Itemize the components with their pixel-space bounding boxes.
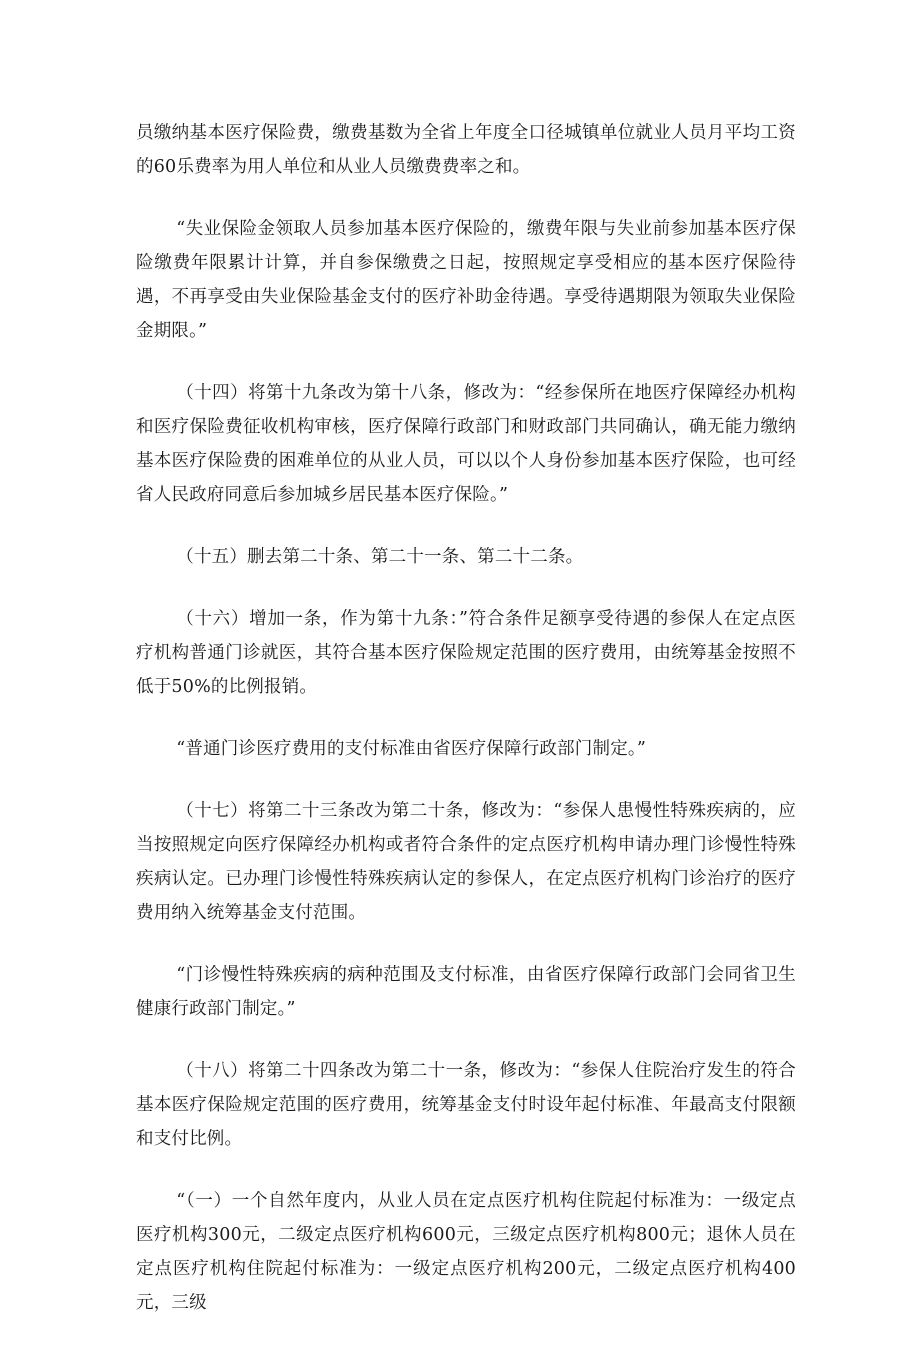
paragraph-item-14: （十四）将第十九条改为第十八条，修改为：“经参保所在地医疗保障经办机构和医疗保险费征收机构审核，医疗保障行政部门和财政部门共同确认，确无能力缴纳基本医疗保险费的困难单位的从业人员，可以以个人身份参加基本医疗保险，也可经省人民政府同意后参加城乡居民基本医疗保险。” [136,383,796,505]
paragraph-item-15: （十五）删去第二十条、第二十一条、第二十二条。 [176,547,584,567]
paragraph-item-16: （十六）增加一条，作为第十九条：”符合条件足额享受待遇的参保人在定点医疗机构普通门诊就医，其符合基本医疗保险规定范围的医疗费用，由统筹基金按照不低于50%的比例报销。 [136,609,796,697]
paragraph-item-17: （十七）将第二十三条改为第二十条，修改为：“参保人患慢性特殊疾病的，应当按照规定向医疗保障经办机构或者符合条件的定点医疗机构申请办理门诊慢性特殊疾病认定。已办理门诊慢性特殊疾病认定的参保人，在定点医疗机构门诊治疗的医疗费用纳入统筹基金支付范围。 [136,801,796,923]
document-body [136,116,796,1348]
paragraph-hospitalization-threshold: “（一）一个自然年度内，从业人员在定点医疗机构住院起付标准为：一级定点医疗机构300元，二级定点医疗机构600元，三级定点医疗机构800元；退休人员在定点医疗机构住院起付标准为：一级定点医疗机构200元，二级定点医疗机构400元，三级 [136,1191,796,1313]
paragraph-chronic-disease-standard: “门诊慢性特殊疾病的病种范围及支付标准，由省医疗保障行政部门会同省卫生健康行政部门制定。” [136,965,796,1019]
paragraph-unemployment-insurance: “失业保险金领取人员参加基本医疗保险的，缴费年限与失业前参加基本医疗保险缴费年限累计计算，并自参保缴费之日起，按照规定享受相应的基本医疗保险待遇，不再享受由失业保险基金支付的医疗补助金待遇。享受待遇期限为领取失业保险金期限。” [136,219,796,341]
paragraph-outpatient-standard: “普通门诊医疗费用的支付标准由省医疗保障行政部门制定。” [176,739,646,759]
paragraph-continuation: 员缴纳基本医疗保险费，缴费基数为全省上年度全口径城镇单位就业人员月平均工资的60乐费率为用人单位和从业人员缴费费率之和。 [136,123,796,177]
paragraph-item-18: （十八）将第二十四条改为第二十一条，修改为：“参保人住院治疗发生的符合基本医疗保险规定范围的医疗费用，统筹基金支付时设年起付标准、年最高支付限额和支付比例。 [136,1061,796,1149]
